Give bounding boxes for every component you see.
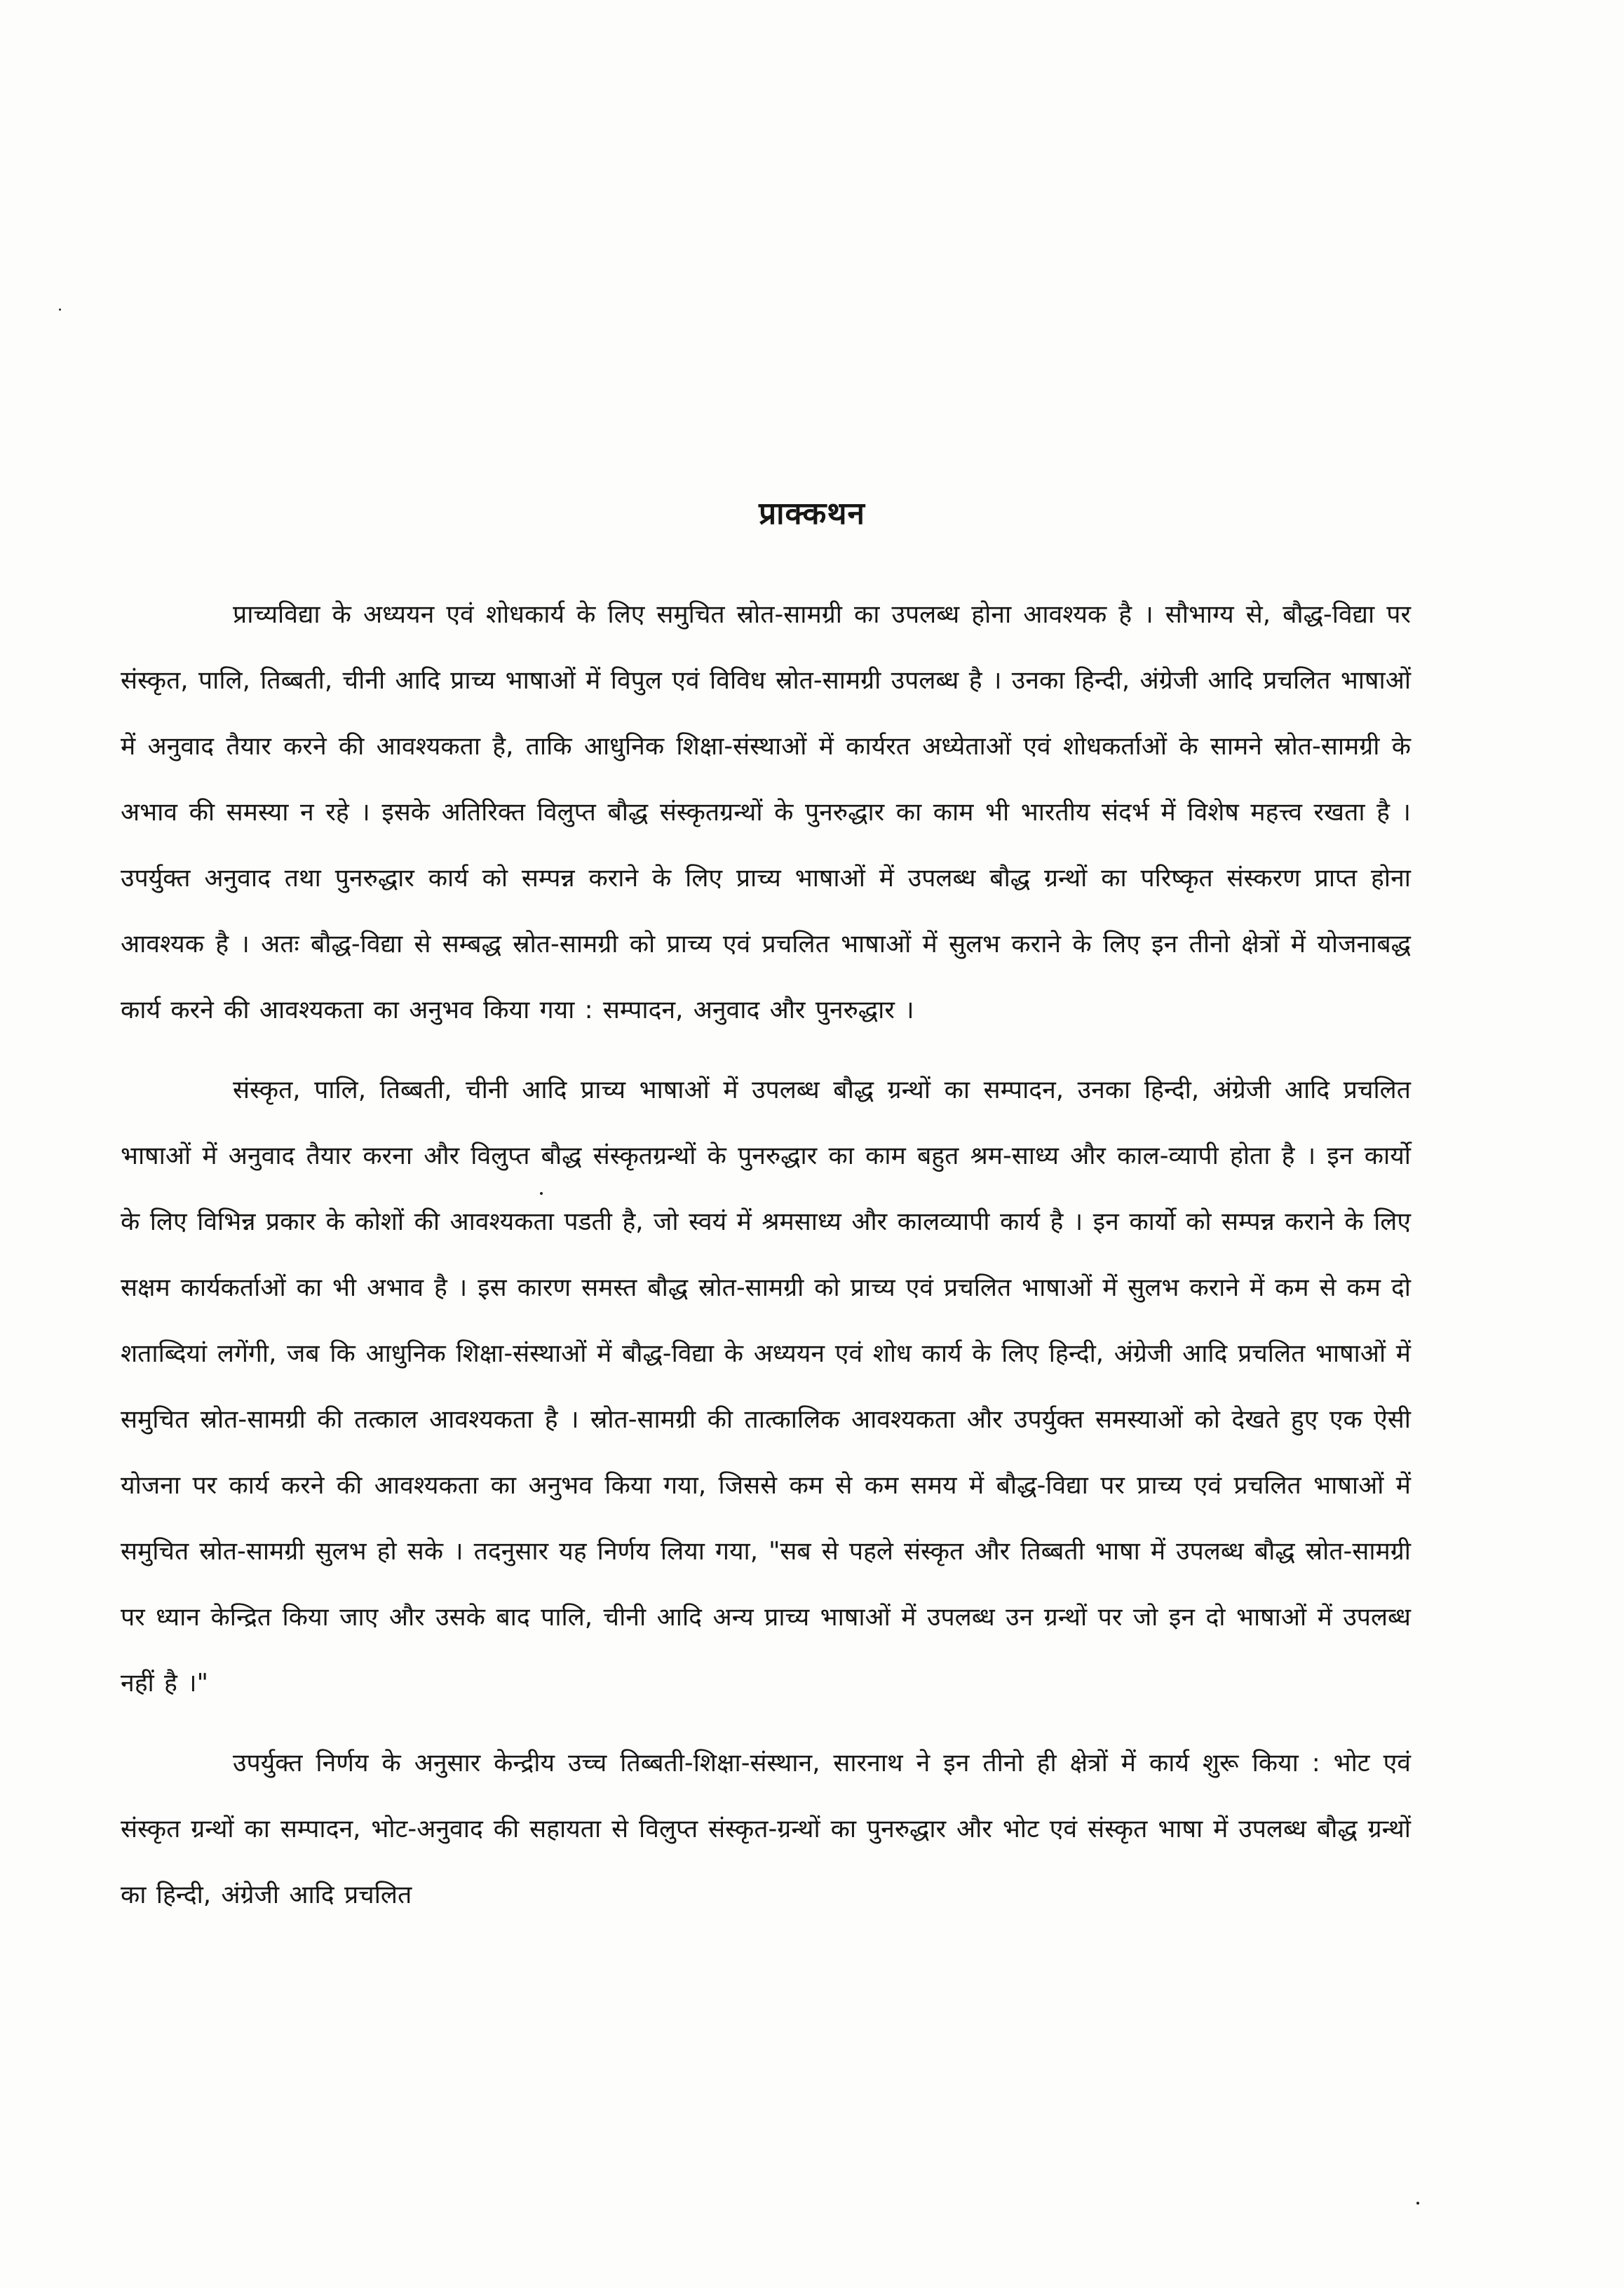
paragraph-2: संस्कृत, पालि, तिब्बती, चीनी आदि प्राच्य भाषाओं में उपलब्ध बौद्ध ग्रन्थों का सम्पादन, उनका हिन्दी, अंग्रेजी आदि प्रचलित भाषाओं में अनुवाद तैयार करना और विलुप्त बौद्ध संस्कृतग्रन्थों के पुनरुद्धार का काम बहुत श्रम-साध्य और काल-व्यापी होता है । इन कार्यो के लिए विभिन्न प्रकार के कोशों की आवश्यकता पडती है, जो स्वयं में श्रमसाध्य और कालव्यापी कार्य है । इन कार्यो को सम्पन्न कराने के लिए सक्षम कार्यकर्ताओं का भी अभाव है । इस कारण समस्त बौद्ध स्रोत-सामग्री को प्राच्य एवं प्रचलित भाषाओं में सुलभ कराने में कम से कम दो शताब्दियां लगेंगी, जब कि आधुनिक शिक्षा-संस्थाओं में बौद्ध-विद्या के अध्ययन एवं शोध कार्य के लिए हिन्दी, अंग्रेजी आदि प्रचलित भाषाओं में समुचित स्रोत-सामग्री की तत्काल आवश्यकता है । स्रोत-सामग्री की तात्कालिक आवश्यकता और उपर्युक्त समस्याओं को देखते हुए एक ऐसी योजना पर कार्य करने की आवश्यकता का अनुभव किया गया, जिससे कम से कम समय में बौद्ध-विद्या पर प्राच्य एवं प्रचलित भाषाओं में समुचित स्रोत-सामग्री सुलभ हो सके । तदनुसार यह निर्णय लिया गया, "सब से पहले संस्कृत और तिब्बती भाषा में उपलब्ध बौद्ध स्रोत-सामग्री पर ध्यान केन्द्रित किया जाए और उसके बाद पालि, चीनी आदि अन्य प्राच्य भाषाओं में उपलब्ध उन ग्रन्थों पर जो इन दो भाषाओं में उपलब्ध नहीं है ।" bbox=[121, 1076, 1411, 1698]
paragraph-3: उपर्युक्त निर्णय के अनुसार केन्द्रीय उच्च तिब्बती-शिक्षा-संस्थान, सारनाथ ने इन तीनो ही क्षेत्रों में कार्य शुरू किया : भोट एवं संस्कृत ग्रन्थों का सम्पादन, भोट-अनुवाद की सहायता से विलुप्त संस्कृत-ग्रन्थों का पुनरुद्धार और भोट एवं संस्कृत भाषा में उपलब्ध बौद्ध ग्रन्थों का हिन्दी, अंग्रेजी आदि प्रचलित bbox=[121, 1749, 1411, 1909]
paragraph-1: प्राच्यविद्या के अध्ययन एवं शोधकार्य के लिए समुचित स्रोत-सामग्री का उपलब्ध होना आवश्यक है । सौभाग्य से, बौद्ध-विद्या पर संस्कृत, पालि, तिब्बती, चीनी आदि प्राच्य भाषाओं में विपुल एवं विविध स्रोत-सामग्री उपलब्ध है । उनका हिन्दी, अंग्रेजी आदि प्रचलित भाषाओं में अनुवाद तैयार करने की आवश्यकता है, ताकि आधुनिक शिक्षा-संस्थाओं में कार्यरत अध्येताओं एवं शोधकर्ताओं के सामने स्रोत-सामग्री के अभाव की समस्या न रहे । इसके अतिरिक्त विलुप्त बौद्ध संस्कृतग्रन्थों के पुनरुद्धार का काम भी भारतीय संदर्भ में विशेष महत्त्व रखता है । उपर्युक्त अनुवाद तथा पुनरुद्धार कार्य को सम्पन्न कराने के लिए प्राच्य भाषाओं में उपलब्ध बौद्ध ग्रन्थों का परिष्कृत संस्करण प्राप्त होना आवश्यक है । अतः बौद्ध-विद्या से सम्बद्ध स्रोत-सामग्री को प्राच्य एवं प्रचलित भाषाओं में सुलभ कराने के लिए इन तीनो क्षेत्रों में योजनाबद्ध कार्य करने की आवश्यकता का अनुभव किया गया : सम्पादन, अनुवाद और पुनरुद्धार । bbox=[121, 600, 1411, 1024]
scan-speck bbox=[540, 1192, 543, 1195]
body-text bbox=[121, 582, 1411, 1928]
scan-speck bbox=[1416, 2202, 1419, 2205]
page-title: प्राक्कथन bbox=[759, 496, 865, 532]
scan-speck bbox=[59, 309, 61, 311]
